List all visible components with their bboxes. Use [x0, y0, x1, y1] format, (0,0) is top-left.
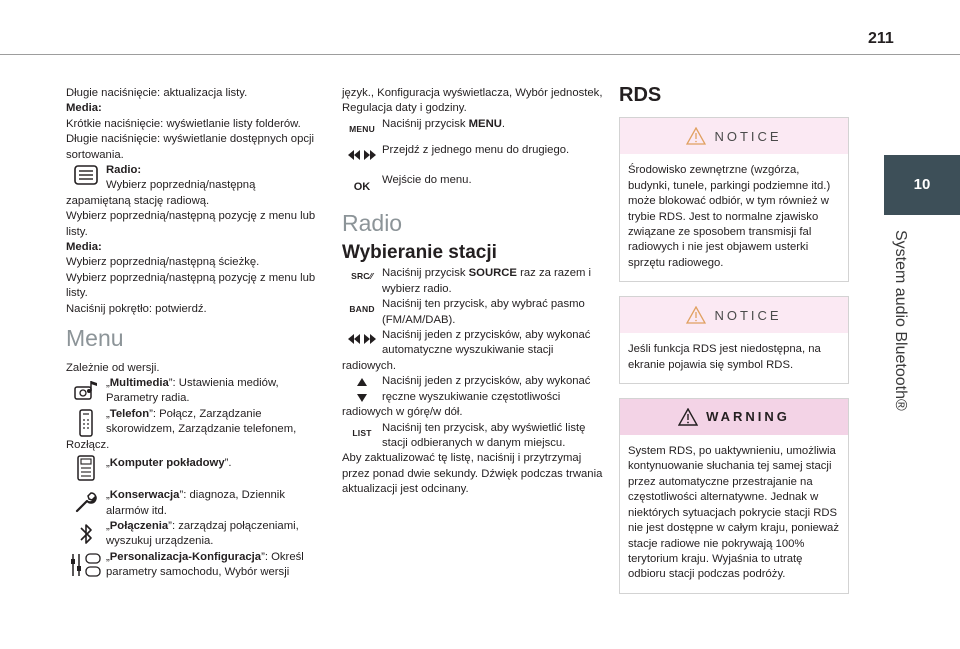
settings-sliders-icon: [66, 550, 106, 579]
text: zapamiętaną stację radiową.: [66, 194, 210, 207]
left-right-arrows-icon: [342, 143, 382, 161]
text: Wejście do menu.: [382, 174, 472, 187]
radio-row: [66, 163, 328, 194]
page-number: 211: [868, 30, 894, 47]
arrows-row: [342, 143, 604, 161]
text: Naciśnij jeden z przycisków, aby wykonać automatyczne wyszukiwanie stacji: [382, 329, 591, 357]
warning-triangle-icon: [686, 306, 706, 324]
text: Wybierz poprzednią/następną: [106, 179, 256, 192]
bluetooth-icon: [66, 519, 106, 548]
band-button-icon: BAND: [349, 304, 375, 315]
chapter-title: [885, 230, 915, 530]
text: radiowych w górę/w dół.: [342, 406, 463, 419]
menu-item-polaczenia: „Połączenia”: zarządzaj połączeniami, wyszukuj urządzenia.: [66, 519, 328, 550]
text: Krótkie naciśnięcie: wyświetlanie listy folderów.: [66, 117, 301, 130]
section-title-menu: Menu: [66, 325, 124, 352]
header-divider: [0, 54, 960, 55]
menu-item-multimedia: „Multimedia”: Ustawienia mediów, Parametry radia.: [66, 376, 328, 407]
menu-name: Połączenia: [109, 519, 169, 532]
text: Długie naciśnięcie: wyświetlanie dostępnych opcji sortowania.: [66, 133, 315, 161]
menu-name: Personalizacja-Konfiguracja: [109, 550, 262, 563]
source-button-icon: SRC ⁄⁄: [351, 271, 373, 282]
notice-header: NOTICE: [620, 118, 848, 154]
ok-button-icon: OK: [353, 181, 371, 194]
warning-triangle-icon: [678, 408, 698, 426]
menu-desc: : diagnoza, Dziennik alarmów itd.: [106, 489, 285, 517]
menu-item-personalizacja: „Personalizacja-Konfiguracja”: Określ parametry samochodu, Wybór wersji: [66, 550, 328, 581]
text: Wybierz poprzednią/następną ścieżkę.: [66, 256, 260, 269]
warning-box: [619, 398, 849, 594]
notice-box-1: [619, 117, 849, 282]
notice-header: NOTICE: [620, 297, 848, 333]
trip-computer-icon: [66, 453, 106, 482]
ok-row: [342, 173, 604, 195]
text: Aby zaktualizować tę listę, naciśnij i przytrzymaj przez ponad dwie sekundy. Dźwięk podczas trwania aktualizacji jest odcinany.: [342, 452, 603, 496]
text: Przejdź z jednego menu do drugiego.: [382, 144, 570, 157]
chapter-title-text: System audio Bluetooth®: [892, 230, 909, 411]
up-down-arrows-icon: [342, 374, 382, 403]
column-1: [66, 86, 328, 581]
menu-button-icon: MENU: [349, 123, 375, 134]
text: Wybierz poprzednią/następną pozycję z menu lub listy.: [66, 271, 316, 300]
auto-search-row: [342, 328, 604, 359]
warning-header: WARNING: [620, 399, 848, 435]
text: Wybierz poprzednią/następną pozycję z menu lub listy.: [66, 210, 316, 238]
menu-desc: : Określ parametry samochodu, Wybór wersji: [106, 550, 304, 579]
menu-name: Komputer pokładowy: [109, 457, 225, 470]
menu-name: Telefon: [109, 407, 150, 420]
notice-body: Środowisko zewnętrzne (wzgórza, budynki, tunele, parkingi podziemne itd.) może blokować odbiór, w tym również w trybie RDS. Jest to normalne zjawisko związane ze sposobem transmisji fal radiowych i nie jest objawem usterki sprzętu radiowego.: [628, 164, 831, 269]
menu-name: Multimedia: [109, 376, 169, 389]
menu-item-telefon: „Telefon”: Połącz, Zarządzanie skorowidzem, Zarządzanie telefonem,: [66, 407, 328, 438]
label-media: Media:: [66, 241, 102, 254]
subsection-title: Wybieranie stacji: [342, 242, 497, 264]
notice-body: Jeśli funkcja RDS jest niedostępna, na ekranie pojawia się symbol RDS.: [628, 343, 821, 371]
section-title-rds: RDS: [619, 84, 662, 106]
phone-icon: [66, 407, 106, 438]
menu-button-row: MENU Naciśnij przycisk MENU.: [342, 117, 604, 137]
list-row: [342, 421, 604, 452]
menu-desc: : zarządzaj połączeniami, wyszukuj urządzenia.: [106, 519, 299, 548]
menu-desc: .: [228, 457, 232, 470]
section-title-radio: Radio: [342, 209, 403, 236]
text: Rozłącz.: [66, 438, 110, 451]
menu-item-konserwacja: „Konserwacja”: diagnoza, Dziennik alarmów itd.: [66, 488, 328, 519]
menu-desc: : Ustawienia mediów, Parametry radia.: [106, 376, 279, 405]
list-scroll-icon: [66, 163, 106, 186]
text: Naciśnij pokrętło: potwierdź.: [66, 302, 207, 315]
wrench-icon: [66, 488, 106, 515]
text: radiowych.: [342, 359, 396, 372]
chapter-tab[interactable]: 10: [884, 155, 960, 215]
src-row: SRC ⁄⁄ Naciśnij przycisk SOURCE raz za razem i wybierz radio.: [342, 266, 604, 297]
text: Naciśnij jeden z przycisków, aby wykonać ręczne wyszukiwanie częstotliwości: [382, 375, 591, 403]
label-media: Media:: [66, 102, 102, 115]
warning-body: System RDS, po uaktywnieniu, umożliwia kontynuowanie słuchania tej samej stacji przez automatyczne przestrajanie na częstotliwości alternatywne. Jednak w niektórych sytuacjach pokrycie stacji RDS nie jest dostępne w całym kraju, ponieważ stacje radiowe nie pokrywają 100% terytorium kraju. Wyjaśnia to utratę odbioru stacji podczas podróży.: [628, 445, 839, 581]
text: Naciśnij ten przycisk, aby wybrać pasmo (FM/AM/DAB).: [382, 298, 585, 326]
text: Zależnie od wersji.: [66, 361, 160, 374]
menu-desc: : Połącz, Zarządzanie skorowidzem, Zarządzanie telefonem,: [106, 407, 297, 436]
seek-arrows-icon: [342, 328, 382, 345]
menu-item-komputer: „Komputer pokładowy”.: [66, 453, 328, 482]
notice-box-2: [619, 296, 849, 384]
warning-triangle-icon: [686, 127, 706, 145]
band-row: [342, 297, 604, 328]
text: język., Konfiguracja wyświetlacza, Wybór jednostek, Regulacja daty i godziny.: [342, 87, 603, 115]
multimedia-icon: [66, 376, 106, 403]
column-3: [619, 86, 849, 608]
menu-name: Konserwacja: [109, 489, 180, 502]
list-button-icon: LIST: [352, 427, 372, 438]
label-radio: Radio:: [106, 164, 142, 177]
column-2: [342, 86, 604, 498]
text: Naciśnij ten przycisk, aby wyświetlić listę stacji odbieranych w danym miejscu.: [382, 421, 586, 449]
manual-search-row: [342, 374, 604, 405]
text: Długie naciśnięcie: aktualizacja listy.: [66, 87, 248, 99]
